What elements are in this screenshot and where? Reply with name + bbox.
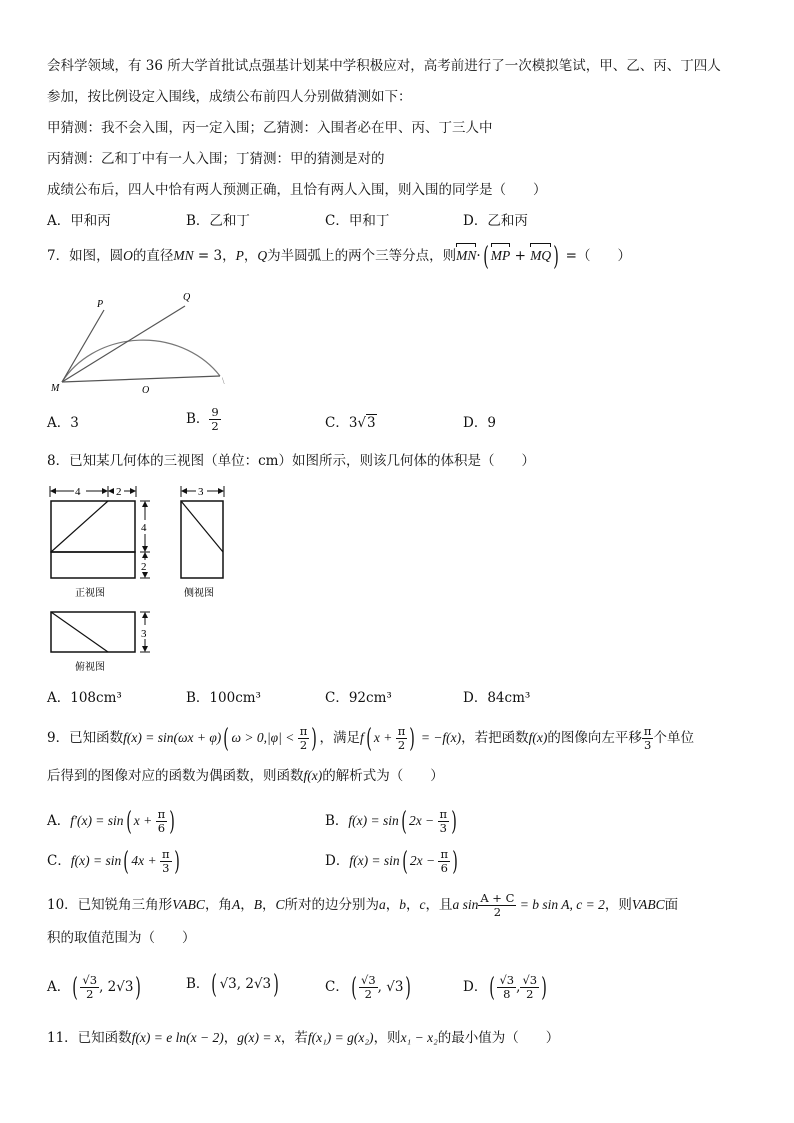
front-height-4: 4 bbox=[141, 522, 147, 534]
q6-option-d: D．乙和丙 bbox=[463, 213, 528, 229]
q10-option-b: B．( √3, 2√3) bbox=[186, 969, 280, 1000]
front-width-2: 2 bbox=[116, 486, 122, 498]
q9-option-c: C．f(x) = sin( 4x + $\frac{\pi}{3}$ ) bbox=[47, 846, 180, 877]
q7-option-d: D．9 bbox=[463, 415, 496, 431]
top-height-3: 3 bbox=[141, 628, 147, 640]
side-width-3: 3 bbox=[198, 486, 204, 498]
front-height-2: 2 bbox=[141, 561, 147, 573]
q8-option-c: C．92cm³ bbox=[325, 690, 392, 706]
intro-line-4: 丙猜测：乙和丁中有一人入围；丁猜测：甲的猜测是对的 bbox=[47, 151, 385, 167]
vector-mq: MQ bbox=[530, 246, 551, 266]
svg-text:\: \ bbox=[222, 376, 225, 386]
q10-option-d: D．( $\frac{√3}{8}$ , $\frac{√3}{2}$ ) bbox=[463, 972, 547, 1003]
q8-option-a: A．108cm³ bbox=[47, 690, 122, 706]
q7-option-c: C．3√3 bbox=[325, 415, 376, 431]
intro-line-5: 成绩公布后，四人中恰有两人预测正确，且恰有两人入围，则入围的同学是（ ） bbox=[47, 182, 547, 198]
q7-stem: 7．如图，圆O的直径MN = 3，P，Q为半圆弧上的两个三等分点，则MN·( MP + MQ) =（ ） bbox=[47, 241, 631, 272]
q9-option-b: B．f(x) = sin( 2x − $\frac{\pi}{3}$ ) bbox=[325, 806, 457, 837]
q9-option-d: D．f(x) = sin( 2x − $\frac{\pi}{6}$ ) bbox=[325, 846, 458, 877]
q9-stem-line-2: 后得到的图像对应的函数为偶函数，则函数f(x)的解析式为（ ） bbox=[47, 768, 444, 784]
point-q-label: Q bbox=[183, 292, 191, 303]
vector-mn: MN bbox=[456, 246, 476, 266]
q10-stem-line-1: 10．已知锐角三角形VABC，角A，B，C所对的边分别为a，b，c，且a sin $\frac{A + C}{2}$ = b sin A, c = 2，则VABC面 bbox=[47, 891, 679, 919]
q10-option-c: C．( $\frac{√3}{2}$ , √3) bbox=[325, 972, 412, 1003]
point-p-label: P bbox=[97, 299, 104, 310]
intro-line-2: 参加，按比例设定入围线，成绩公布前四人分别做猜测如下： bbox=[47, 89, 412, 105]
q10-stem-line-2: 积的取值范围为（ ） bbox=[47, 930, 196, 946]
q11-stem: 11．已知函数f(x) = e ln(x − 2)，g(x) = x，若f(x₁) = g(x₂)，则x₁ − x₂的最小值为（ ） bbox=[47, 1030, 560, 1046]
q8-three-view-figure bbox=[44, 480, 234, 680]
point-m-label: M bbox=[51, 383, 60, 394]
q9-stem-line-1: 9．已知函数f(x) = sin(ωx + φ)( ω > 0,|φ| < $\frac{\pi}{2}$ ) ，满足f( x + $\frac{\pi}{2}$ ) = −f(x)，若把函数f(x)的图像向左平移 $\frac{\pi}{3}$ 个单位 bbox=[47, 723, 694, 754]
front-view-label: 正视图 bbox=[75, 588, 105, 599]
point-o-label: O bbox=[142, 385, 150, 396]
q9-option-a: A．f′(x) = sin( x + $\frac{\pi}{6}$ ) bbox=[47, 806, 176, 837]
q7-option-a: A．3 bbox=[47, 415, 79, 431]
q7-option-b: B． $\frac{9}{2}$ bbox=[186, 405, 219, 433]
q8-option-d: D．84cm³ bbox=[463, 690, 531, 706]
q6-option-b: B．乙和丁 bbox=[186, 213, 250, 229]
vector-mp: MP bbox=[491, 246, 511, 266]
front-width-4: 4 bbox=[75, 486, 81, 498]
intro-line-3: 甲猜测：我不会入围，丙一定入围；乙猜测：入围者必在甲、丙、丁三人中 bbox=[47, 120, 493, 136]
intro-line-1: 会科学领域，有 36 所大学首批试点强基计划某中学积极应对，高考前进行了一次模拟笔试，甲、乙、丙、丁四人 bbox=[47, 58, 721, 74]
q6-option-a: A．甲和丙 bbox=[47, 213, 111, 229]
q6-option-c: C．甲和丁 bbox=[325, 213, 390, 229]
q8-option-b: B．100cm³ bbox=[186, 690, 261, 706]
side-view-label: 侧视图 bbox=[184, 588, 214, 599]
q7-semicircle-figure bbox=[44, 280, 244, 400]
q8-stem: 8．已知某几何体的三视图（单位：cm）如图所示，则该几何体的体积是（ ） bbox=[47, 453, 535, 469]
top-view-label: 俯视图 bbox=[75, 662, 105, 673]
q10-option-a: A．( $\frac{√3}{2}$ , 2√3) bbox=[47, 972, 142, 1003]
